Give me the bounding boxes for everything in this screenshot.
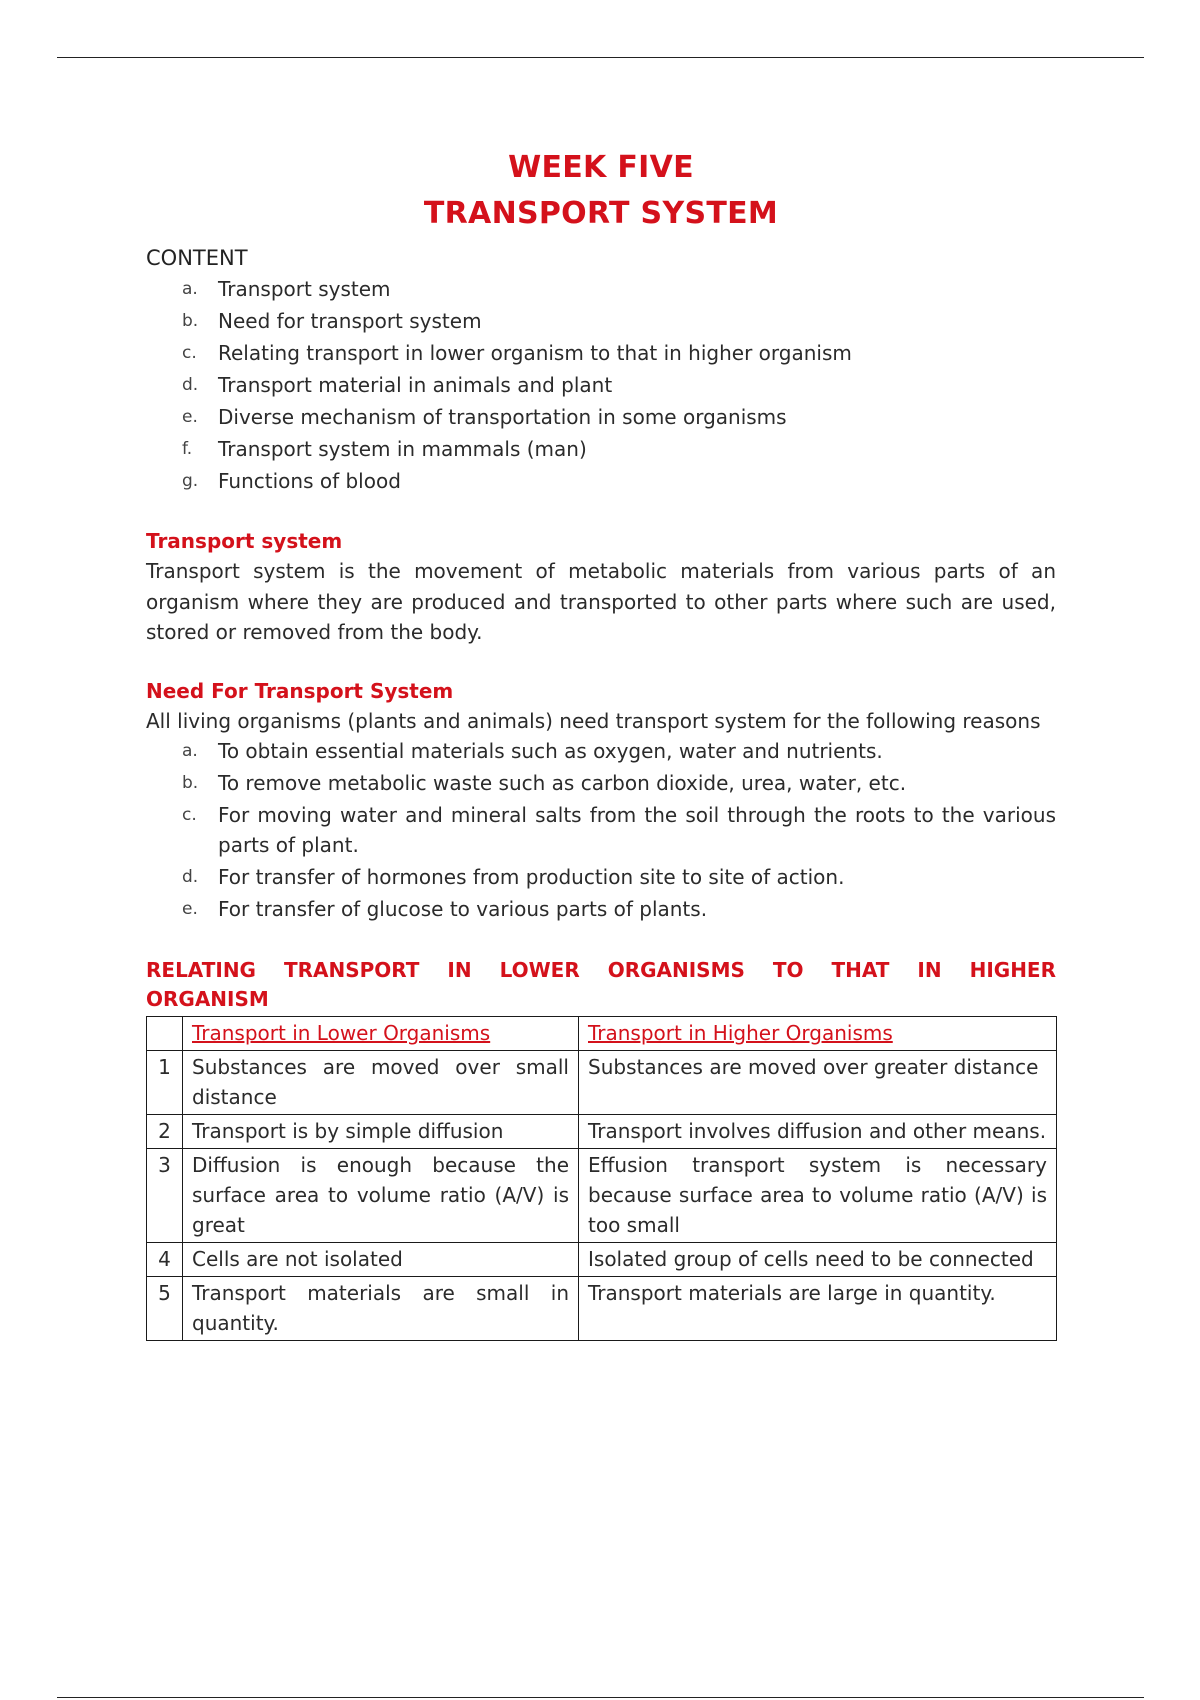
- list-item: [182, 736, 1056, 766]
- lower-cell: Substances are moved over small distance: [183, 1051, 579, 1115]
- list-item-text: Relating transport in lower organism to that in higher organism: [218, 341, 852, 365]
- table-row: [147, 1051, 1057, 1115]
- row-number: 2: [147, 1115, 183, 1149]
- list-item: [182, 273, 1056, 305]
- list-item: [182, 894, 1056, 924]
- row-number: 4: [147, 1243, 183, 1277]
- table-row: [147, 1277, 1057, 1341]
- row-number: 3: [147, 1149, 183, 1243]
- list-item-text: For moving water and mineral salts from the soil through the roots to the various parts of plant.: [218, 803, 1056, 857]
- top-rule: [57, 57, 1144, 58]
- list-item-text: For transfer of glucose to various parts of plants.: [218, 897, 708, 921]
- page-title-week: WEEK FIVE: [508, 150, 694, 185]
- section-heading-transport-system: Transport system: [146, 529, 343, 553]
- table-row: [147, 1149, 1057, 1243]
- comparison-table: [146, 1016, 1057, 1341]
- list-marker: d.: [182, 375, 199, 395]
- section-heading-relating: RELATING TRANSPORT IN LOWER ORGANISMS TO THAT IN HIGHER ORGANISM: [146, 958, 1056, 1011]
- row-number: 5: [147, 1277, 183, 1341]
- list-marker: f.: [182, 439, 193, 459]
- list-item: [182, 433, 1056, 465]
- list-item-text: Transport material in animals and plant: [218, 373, 613, 397]
- list-item-text: Diverse mechanism of transportation in some organisms: [218, 405, 787, 429]
- list-marker: d.: [182, 867, 199, 887]
- list-item: [182, 800, 1056, 860]
- table-header-row: [147, 1017, 1057, 1051]
- list-item-text: Functions of blood: [218, 469, 401, 493]
- transport-system-paragraph: Transport system is the movement of metabolic materials from various parts of an organism where they are produced and transported to other parts where such are used, stored or removed from the body.: [146, 559, 1056, 644]
- higher-cell: Transport involves diffusion and other means.: [579, 1115, 1057, 1149]
- table-header-lower: Transport in Lower Organisms: [183, 1017, 579, 1051]
- list-marker: b.: [182, 311, 199, 331]
- higher-cell: Substances are moved over greater distance: [579, 1051, 1057, 1115]
- higher-cell: Effusion transport system is necessary because surface area to volume ratio (A/V) is too small: [579, 1149, 1057, 1243]
- list-item: [182, 862, 1056, 892]
- lower-cell: Transport is by simple diffusion: [183, 1115, 579, 1149]
- list-item-text: Transport system in mammals (man): [218, 437, 587, 461]
- higher-cell: Isolated group of cells need to be connected: [579, 1243, 1057, 1277]
- list-item: [182, 768, 1056, 798]
- list-item-text: For transfer of hormones from production site to site of action.: [218, 865, 845, 889]
- need-reasons-list: [146, 736, 1056, 924]
- list-marker: c.: [182, 805, 197, 825]
- list-item-text: Transport system: [218, 277, 391, 301]
- document-page: [146, 145, 1056, 1341]
- lower-cell: Diffusion is enough because the surface area to volume ratio (A/V) is great: [183, 1149, 579, 1243]
- lower-cell: Cells are not isolated: [183, 1243, 579, 1277]
- table-header-number: [147, 1017, 183, 1051]
- table-row: [147, 1115, 1057, 1149]
- list-marker: e.: [182, 899, 198, 919]
- list-marker: c.: [182, 343, 197, 363]
- list-marker: g.: [182, 471, 199, 491]
- list-item: [182, 401, 1056, 433]
- bottom-rule: [57, 1697, 1144, 1698]
- list-item: [182, 369, 1056, 401]
- list-item: [182, 465, 1056, 497]
- list-marker: a.: [182, 741, 198, 761]
- list-item-text: To obtain essential materials such as oxygen, water and nutrients.: [218, 739, 883, 763]
- content-list: [146, 273, 1056, 497]
- list-item-text: To remove metabolic waste such as carbon dioxide, urea, water, etc.: [218, 771, 907, 795]
- section-heading-need: Need For Transport System: [146, 678, 454, 703]
- list-marker: e.: [182, 407, 198, 427]
- content-heading: CONTENT: [146, 246, 248, 270]
- list-item: [182, 337, 1056, 369]
- list-marker: b.: [182, 773, 199, 793]
- page-title-topic: TRANSPORT SYSTEM: [423, 196, 779, 231]
- list-item: [182, 305, 1056, 337]
- lower-cell: Transport materials are small in quantity.: [183, 1277, 579, 1341]
- higher-cell: Transport materials are large in quantity.: [579, 1277, 1057, 1341]
- list-item-text: Need for transport system: [218, 309, 482, 333]
- need-intro-paragraph: All living organisms (plants and animals) need transport system for the following reasons: [146, 708, 1041, 733]
- table-row: [147, 1243, 1057, 1277]
- table-header-higher: Transport in Higher Organisms: [579, 1017, 1057, 1051]
- row-number: 1: [147, 1051, 183, 1115]
- list-marker: a.: [182, 279, 198, 299]
